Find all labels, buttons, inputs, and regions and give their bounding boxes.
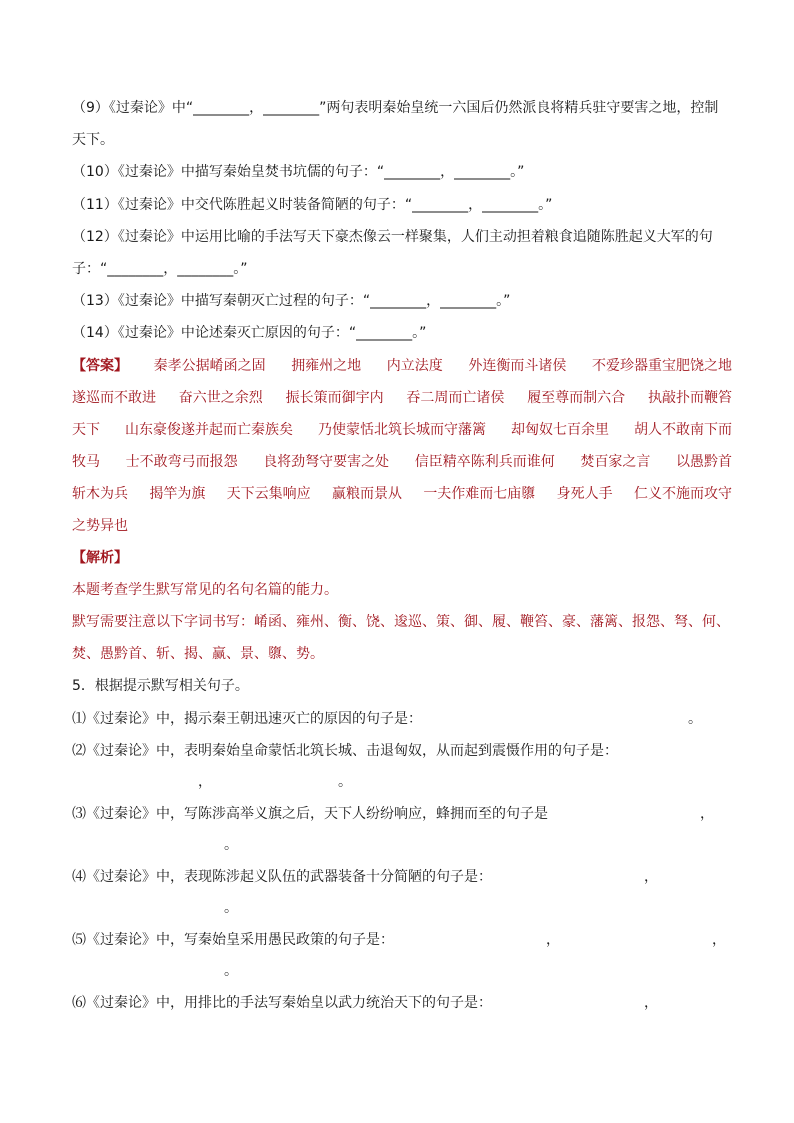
answer-item: 身死人手 [556, 486, 613, 502]
section-5-q3-blanks [72, 835, 732, 857]
question-text: ⑷《过秦论》中，表现陈涉起义队伍的武器装备十分简陋的句子是： [72, 869, 492, 885]
punctuation: 。 [338, 774, 352, 790]
question-9-line-1: （9）《过秦论》中“________，________”两句表明秦始皇统一六国后仍然派良将精兵驻守要害之地，控制 [72, 100, 719, 116]
answer-item: 奋六世之余烈 [178, 390, 263, 406]
punctuation: ， [198, 774, 212, 790]
section-5-q2: ⑵《过秦论》中，表明秦始皇命蒙恬北筑长城、击退匈奴，从而起到震慑作用的句子是： [72, 743, 618, 759]
question-text: ⑸《过秦论》中，写秦始皇采用愚民政策的句子是： [72, 932, 394, 948]
section-5-q2-blanks [72, 772, 732, 794]
question-14: （14）《过秦论》中论述秦灭亡原因的句子：“________。” [72, 325, 427, 341]
answer-item: 拥雍州之地 [291, 358, 362, 374]
answer-row-2 [72, 388, 732, 410]
section-5-q6 [72, 993, 732, 1015]
question-12-line-1: （12）《过秦论》中运用比喻的手法写天下豪杰像云一样聚集，人们主动担着粮食追随陈胜起义大军的句 [72, 229, 713, 245]
answer-item: 士不敢弯弓而报怨 [125, 454, 238, 470]
answer-label: 【答案】 [72, 358, 128, 374]
section-5-q3 [72, 804, 732, 826]
analysis-line-1: 本题考查学生默写常见的名句名篇的能力。 [72, 582, 338, 598]
answer-item: 以愚黔首 [675, 454, 732, 470]
question-13: （13）《过秦论》中描写秦朝灭亡过程的句子：“________，________。” [72, 293, 511, 309]
answer-row-1 [72, 356, 732, 378]
section-5-q5-blanks [72, 961, 732, 983]
question-text: ⑴《过秦论》中，揭示秦王朝迅速灭亡的原因的句子是： [72, 711, 422, 727]
answer-blank[interactable] [72, 775, 198, 794]
answer-item: 乃使蒙恬北筑长城而守藩篱 [318, 422, 486, 438]
punctuation: ， [644, 869, 658, 885]
answer-item: 良将劲弩守要害之处 [263, 454, 390, 470]
answer-item: 焚百家之言 [580, 454, 651, 470]
answer-item: 却匈奴七百余里 [511, 422, 609, 438]
punctuation: 。 [688, 711, 702, 727]
answer-item: 不爱珍器重宝肥饶之地 [591, 358, 732, 374]
punctuation: 。 [224, 963, 238, 979]
answer-item: 执敲扑而鞭笞 [647, 390, 732, 406]
question-12-line-2: 子：“________，________。” [72, 261, 248, 277]
answer-item: 吞二周而亡诸侯 [406, 390, 505, 406]
analysis-line-2: 默写需要注意以下字词书写：崤函、雍州、衡、饶、逡巡、策、御、履、鞭笞、豪、藩篱、报怨、弩、何、 [72, 614, 730, 630]
answer-item: 天下云集响应 [226, 486, 311, 502]
answer-blank[interactable] [492, 870, 644, 889]
answer-row-3 [72, 420, 732, 442]
answer-item: 遂巡而不敢进 [72, 390, 156, 406]
answer-blank[interactable] [560, 933, 712, 952]
question-11: （11）《过秦论》中交代陈胜起义时装备简陋的句子：“________，________。” [72, 197, 553, 213]
answer-item: 胡人不敢南下而 [634, 422, 732, 438]
question-10: （10）《过秦论》中描写秦始皇焚书坑儒的句子：“________，________。” [72, 164, 525, 180]
answer-item: 赢粮而景从 [331, 486, 402, 502]
answer-blank[interactable] [394, 933, 546, 952]
punctuation: 。 [224, 837, 238, 853]
answer-item: 揭竿为旗 [149, 486, 206, 502]
punctuation: 。 [224, 900, 238, 916]
answer-item: 天下 [72, 422, 100, 438]
answer-row-5 [72, 484, 732, 506]
punctuation: ， [546, 932, 560, 948]
answer-blank[interactable] [72, 964, 224, 983]
answer-blank[interactable] [212, 775, 338, 794]
answer-blank[interactable] [422, 712, 688, 731]
answer-item: 外连衡而斗诸侯 [468, 358, 567, 374]
punctuation: ， [700, 806, 714, 822]
answer-item: 仁义不施而攻守 [633, 486, 732, 502]
answer-row-6 [72, 516, 732, 538]
analysis-line-3: 焚、愚黔首、斩、揭、赢、景、隳、势。 [72, 646, 324, 662]
answer-item: 内立法度 [386, 358, 443, 374]
answer-item: 山东豪俊遂并起而亡秦族矣 [125, 422, 293, 438]
answer-item: 之势异也 [72, 518, 128, 534]
answer-item: 振长策而御宇内 [285, 390, 384, 406]
answer-blank[interactable] [492, 996, 644, 1015]
answer-blank[interactable] [548, 807, 700, 826]
section-5-q5 [72, 930, 732, 952]
answer-item: 履至尊而制六合 [527, 390, 626, 406]
section-5-title: 5．根据提示默写相关句子。 [72, 678, 249, 694]
punctuation: ， [712, 932, 726, 948]
answer-row-4 [72, 452, 732, 474]
answer-item: 斩木为兵 [72, 486, 128, 502]
answer-item: 一夫作难而七庙隳 [423, 486, 536, 502]
question-9-line-2: 天下。 [72, 132, 114, 148]
analysis-label: 【解析】 [72, 550, 128, 566]
answer-blank[interactable] [72, 838, 224, 857]
punctuation: ， [644, 995, 658, 1011]
question-text: ⑶《过秦论》中，写陈涉高举义旗之后，天下人纷纷响应，蜂拥而至的句子是 [72, 806, 548, 822]
answer-item: 秦孝公据崤函之固 [153, 358, 266, 374]
section-5-q1 [72, 709, 732, 731]
section-5-q4 [72, 867, 732, 889]
answer-blank[interactable] [72, 901, 224, 920]
answer-item: 牧马 [72, 454, 100, 470]
answer-item: 信臣精卒陈利兵而谁何 [414, 454, 555, 470]
section-5-q4-blanks [72, 898, 732, 920]
question-text: ⑹《过秦论》中，用排比的手法写秦始皇以武力统治天下的句子是： [72, 995, 492, 1011]
